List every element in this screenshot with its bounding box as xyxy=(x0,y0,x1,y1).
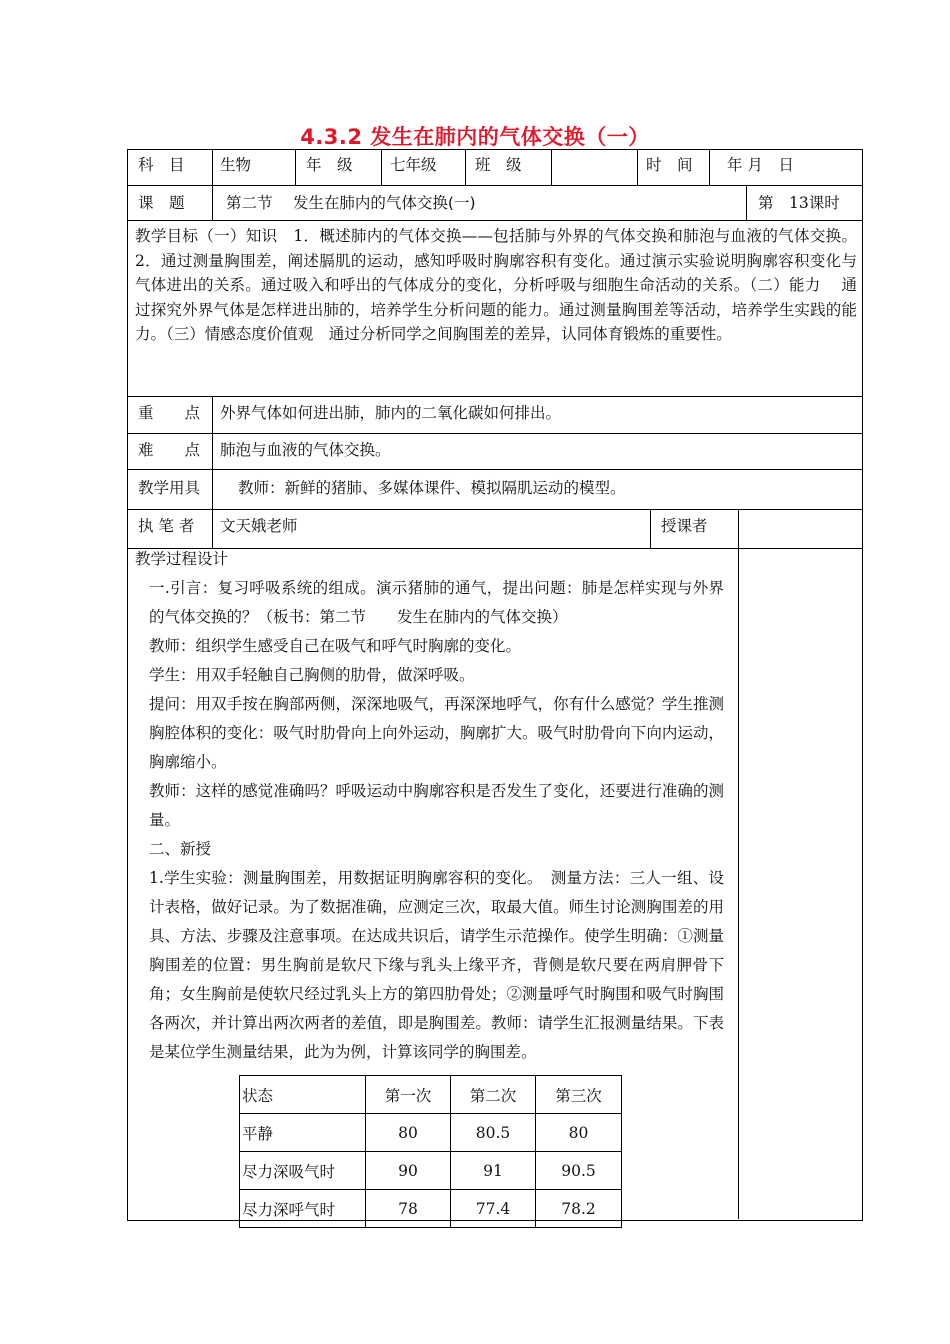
process-paragraph: 一.引言：复习呼吸系统的组成。演示猪肺的通气，提出问题：肺是怎样实现与外界的气体交换的？（板书：第二节 发生在肺内的气体交换） xyxy=(149,579,724,626)
col-divider xyxy=(212,509,213,548)
table-row xyxy=(240,1152,622,1190)
process-heading: 教学过程设计 xyxy=(135,550,229,568)
process-paragraph: 二、新授 xyxy=(149,840,212,858)
process-body xyxy=(149,574,724,1067)
table-header-cell: 第三次 xyxy=(536,1076,622,1114)
process-paragraph: 教师：这样的感觉准确吗？呼吸运动中胸廓容积是否发生了变化，还要进行准确的测量。 xyxy=(149,782,724,829)
row-divider xyxy=(127,548,862,549)
document-title: 4.3.2 发生在肺内的气体交换（一） xyxy=(300,125,650,149)
lesson-period: 第 13课时 xyxy=(758,194,840,212)
key-point-label: 重 点 xyxy=(138,404,201,422)
col-divider xyxy=(551,149,552,185)
row-divider xyxy=(127,433,862,434)
table-cell: 78 xyxy=(366,1190,451,1228)
table-cell: 77.4 xyxy=(451,1190,536,1228)
row-divider xyxy=(127,469,862,470)
col-divider xyxy=(381,149,382,185)
difficulty-label: 难 点 xyxy=(138,441,201,459)
table-cell: 80 xyxy=(536,1114,622,1152)
grade-label: 年 级 xyxy=(306,156,353,174)
table-cell: 尽力深呼气时 xyxy=(240,1190,366,1228)
table-cell: 90 xyxy=(366,1152,451,1190)
row-divider xyxy=(127,396,862,397)
row-divider xyxy=(127,220,862,221)
col-divider xyxy=(709,149,710,185)
author-value: 文天娥老师 xyxy=(220,517,298,535)
process-paragraph: 1.学生实验：测量胸围差，用数据证明胸廓容积的变化。 测量方法：三人一组、设计表格，做好记录。为了数据准确，应测定三次，取最大值。师生讨论测胸围差的用具、方法、步骤及注意事项。在达成共识后，请学生示范操作。使学生明确：①测量胸围差的位置：男生胸前是软尺下缘与乳头上缘平齐，背侧是软尺要在两肩胛骨下角；女生胸前是使软尺经过乳头上方的第四肋骨处；②测量呼气时胸围和吸气时胸围各两次，并计算出两次两者的差值，即是胸围差。教师：请学生汇报测量结果。下表是某位学生测量结果，此为为例，计算该同学的胸围差。 xyxy=(149,869,724,1061)
teaching-objectives: 教学目标（一）知识 1．概述肺内的气体交换——包括肺与外界的气体交换和肺泡与血液的气体交换。2．通过测量胸围差，阐述膈肌的运动，感知呼吸时胸廓容积有变化。通过演示实验说明胸廓容积变化与气体进出的关系。通过吸入和呼出的气体成分的变化，分析呼吸与细胞生命活动的关系。（二）能力 通过探究外界气体是怎样进出肺的，培养学生分析问题的能力。通过测量胸围差等活动，培养学生实践的能力。（三）情感态度价值观 通过分析同学之间胸围差的差异，认同体育锻炼的重要性。 xyxy=(135,227,857,343)
lesson-title: 第二节 发生在肺内的气体交换(一) xyxy=(226,194,476,212)
col-divider xyxy=(212,396,213,509)
time-value: 年 月 日 xyxy=(727,156,794,174)
col-divider xyxy=(465,149,466,185)
lesson-label: 课 题 xyxy=(138,194,185,212)
class-label: 班 级 xyxy=(475,156,522,174)
process-paragraph: 学生：用双手轻触自己胸侧的肋骨，做深呼吸。 xyxy=(149,666,475,684)
table-cell: 平静 xyxy=(240,1114,366,1152)
table-header-cell: 第二次 xyxy=(451,1076,536,1114)
key-point-value: 外界气体如何进出肺，肺内的二氧化碳如何排出。 xyxy=(220,404,562,422)
col-divider xyxy=(738,548,739,1219)
subject-value: 生物 xyxy=(220,156,252,174)
process-paragraph: 教师：组织学生感受自己在吸气和呼气时胸廓的变化。 xyxy=(149,637,522,655)
chest-measurement-table xyxy=(239,1075,622,1228)
grade-value: 七年级 xyxy=(390,156,437,174)
teacher-label: 授课者 xyxy=(661,517,708,535)
table-header-cell: 第一次 xyxy=(366,1076,451,1114)
author-label: 执 笔 者 xyxy=(138,517,195,535)
col-divider xyxy=(637,149,638,185)
table-cell: 91 xyxy=(451,1152,536,1190)
col-divider xyxy=(295,149,296,185)
col-divider xyxy=(650,509,651,548)
col-divider xyxy=(212,185,213,220)
col-divider xyxy=(738,509,739,548)
table-cell: 78.2 xyxy=(536,1190,622,1228)
table-cell: 尽力深吸气时 xyxy=(240,1152,366,1190)
subject-label: 科 目 xyxy=(138,156,185,174)
table-row xyxy=(240,1190,622,1228)
table-header-cell: 状态 xyxy=(240,1076,366,1114)
row-divider xyxy=(127,185,862,186)
table-cell: 90.5 xyxy=(536,1152,622,1190)
table-row xyxy=(240,1114,622,1152)
table-header-row xyxy=(240,1076,622,1114)
tools-value: 教师：新鲜的猪肺、多媒体课件、模拟隔肌运动的模型。 xyxy=(238,479,626,497)
col-divider xyxy=(212,149,213,185)
row-divider xyxy=(127,509,862,510)
time-label: 时 间 xyxy=(646,156,693,174)
table-cell: 80.5 xyxy=(451,1114,536,1152)
tools-label: 教学用具 xyxy=(138,479,201,497)
col-divider xyxy=(746,185,747,220)
table-cell: 80 xyxy=(366,1114,451,1152)
process-paragraph: 提问：用双手按在胸部两侧，深深地吸气，再深深地呼气，你有什么感觉？学生推测胸腔体积的变化：吸气时肋骨向上向外运动，胸廓扩大。吸气时肋骨向下向内运动，胸廓缩小。 xyxy=(149,695,724,771)
difficulty-value: 肺泡与血液的气体交换。 xyxy=(220,441,391,459)
